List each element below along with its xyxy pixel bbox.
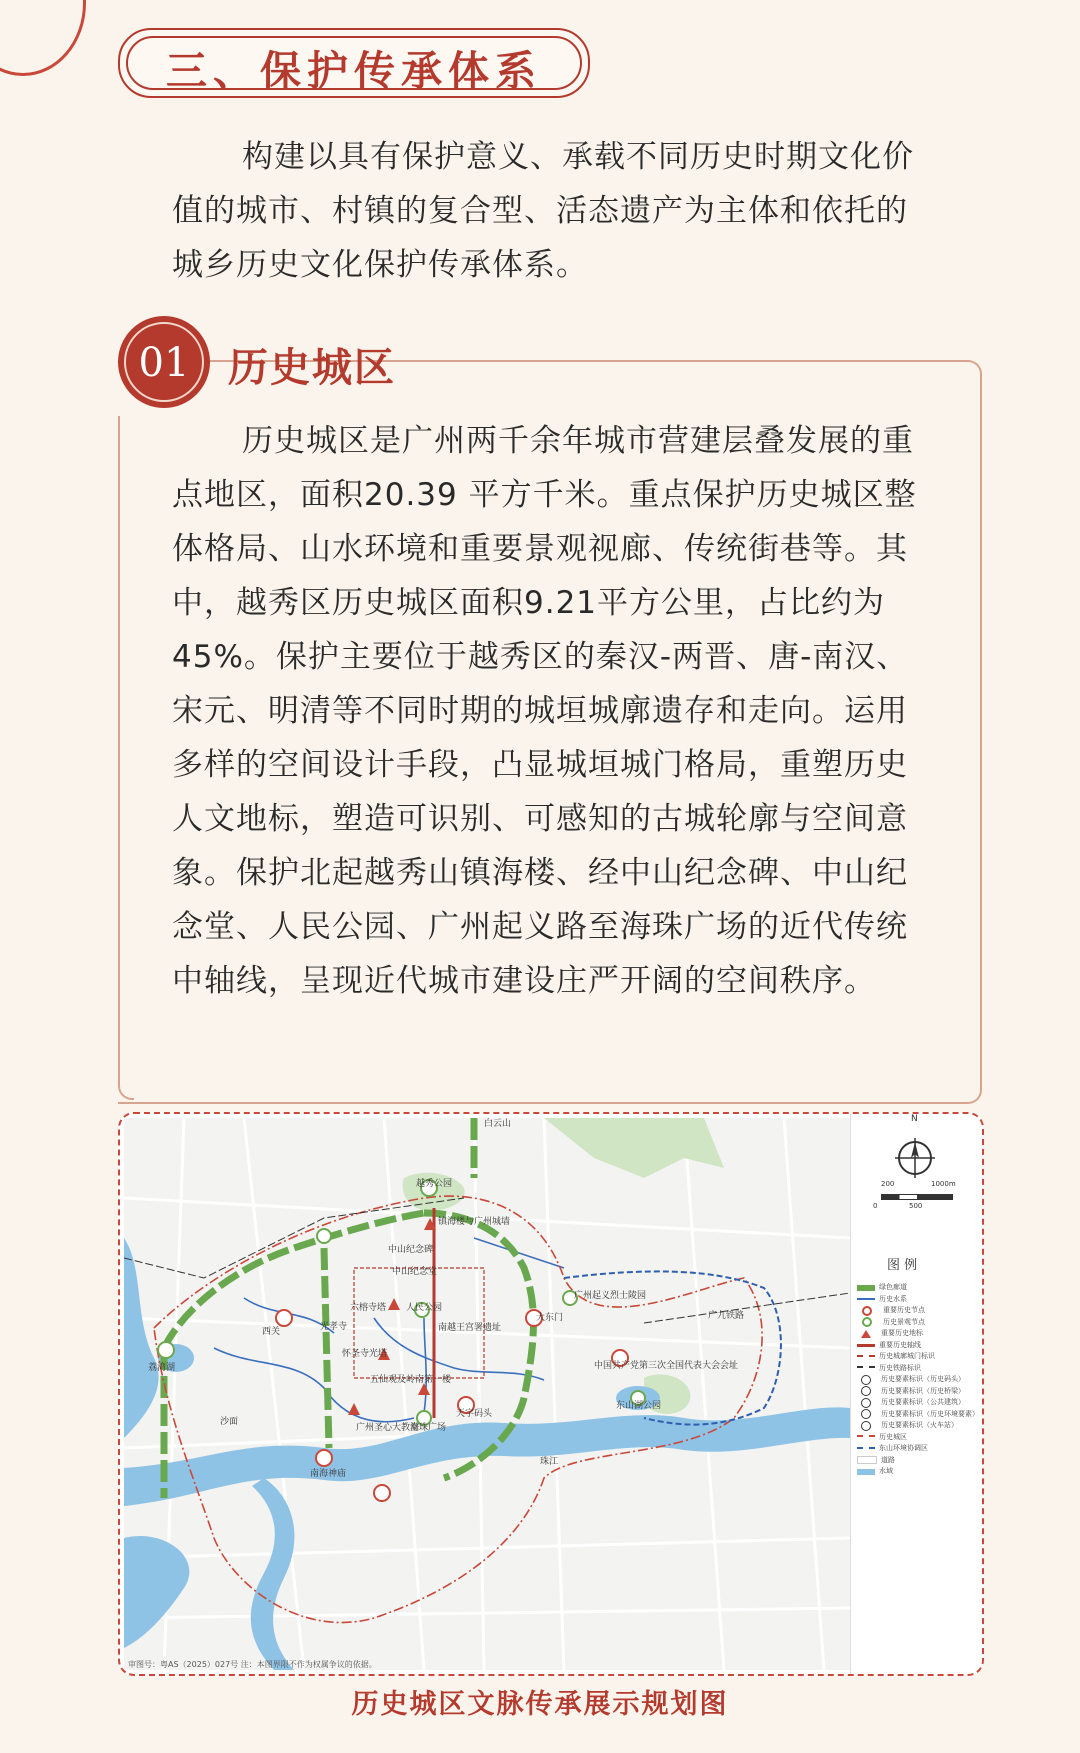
legend-item: 重要历史轴线 bbox=[857, 1340, 981, 1352]
legend-title: 图 例 bbox=[887, 1258, 918, 1273]
label-nanyue: 南越王宫署遗址 bbox=[438, 1323, 502, 1333]
label-lizhiwan: 荔湾湖 bbox=[148, 1363, 176, 1373]
north-label: N bbox=[911, 1114, 918, 1124]
label-liurong: 六榕寺塔 bbox=[350, 1303, 387, 1313]
scale-c: 0 bbox=[873, 1202, 878, 1210]
scale-a: 200 bbox=[881, 1180, 895, 1188]
label-qiyi: 广州起义烈士陵园 bbox=[574, 1291, 647, 1301]
section-banner bbox=[118, 28, 590, 98]
label-huaisheng: 怀圣寺光塔 bbox=[342, 1349, 388, 1359]
label-haizhu: 海珠广场 bbox=[410, 1423, 447, 1433]
legend-item: 历史要素标识（历史桥梁） bbox=[857, 1386, 981, 1398]
legend-item: 历史要素标识（火车站） bbox=[857, 1420, 981, 1432]
label-cpc3: 中国共产党第三次全国代表大会会址 bbox=[594, 1361, 739, 1371]
legend-item: 历史水系 bbox=[857, 1294, 981, 1306]
label-yuexiu-park: 越秀公园 bbox=[416, 1179, 453, 1189]
label-zhenhailou: 镇海楼与广州城墙 bbox=[438, 1217, 511, 1227]
north-arrow-icon bbox=[891, 1124, 939, 1184]
planning-map bbox=[118, 1112, 984, 1676]
node-nanhai bbox=[316, 1450, 332, 1466]
legend-item: 重要历史地标 bbox=[857, 1328, 981, 1340]
label-kowloon-rail: 广九铁路 bbox=[708, 1311, 745, 1321]
label-shamian: 沙面 bbox=[220, 1417, 239, 1427]
scale-b: 1000m bbox=[931, 1180, 956, 1188]
legend-item: 历史城区 bbox=[857, 1432, 981, 1444]
legend-item: 历史要素标识（公共建筑） bbox=[857, 1397, 981, 1409]
label-zhongshan-hall: 中山纪念堂 bbox=[392, 1267, 438, 1277]
label-shishi: 广州圣心大教堂 bbox=[356, 1423, 420, 1433]
label-zhujiang: 珠江 bbox=[540, 1457, 559, 1467]
map-canvas bbox=[124, 1118, 850, 1670]
label-baiyunshan: 白云山 bbox=[484, 1119, 512, 1129]
node-haizhu-south bbox=[374, 1485, 390, 1501]
intro-paragraph: 构建以具有保护意义、承载不同历史时期文化价值的城市、村镇的复合型、活态遗产为主体和依托的城乡历史文化保护传承体系。 bbox=[172, 139, 914, 283]
label-xiguan: 西关 bbox=[262, 1327, 281, 1337]
legend-item: 历史铁路标识 bbox=[857, 1363, 981, 1375]
map-legend bbox=[850, 1114, 983, 1674]
label-dongshan: 东山湖公园 bbox=[616, 1401, 662, 1411]
legend-item: 重要历史节点 bbox=[857, 1305, 981, 1317]
map-caption: 历史城区文脉传承展示规划图 bbox=[351, 1689, 729, 1720]
section-title: 三、保护传承体系 bbox=[166, 47, 542, 95]
legend-item: 历史城廓城门标识 bbox=[857, 1351, 981, 1363]
legend-item: 道路 bbox=[857, 1455, 981, 1467]
legend-item: 历史景观节点 bbox=[857, 1317, 981, 1329]
legend-list bbox=[857, 1282, 981, 1478]
label-nanhai: 南海神庙 bbox=[310, 1469, 347, 1479]
scale-bar bbox=[881, 1194, 953, 1200]
subsection-number-badge bbox=[118, 316, 210, 408]
subsection-body: 历史城区是广州两千余年城市营建层叠发展的重点地区，面积20.39 平方千米。重点保护历史城区整体格局、山水环境和重要景观视廊、传统街巷等。其中，越秀区历史城区面积9.21平方公里，占比约为45%。保护主要位于越秀区的秦汉-两晋、唐-南汉、宋元、明清等不同时期的城垣城廓遗存和走向。运用多样的空间设计手段，凸显城垣城门格局，重塑历史人文地标，塑造可识别、可感知的古城轮廓与空间意象。保护北起越秀山镇海楼、经中山纪念碑、中山纪念堂、人民公园、广州起义路至海珠广场的近代传统中轴线，呈现近代城市建设庄严开阔的空间秩序。 bbox=[172, 423, 917, 999]
decorative-arc bbox=[0, 0, 86, 76]
label-dadongmen: 大东门 bbox=[536, 1313, 564, 1323]
legend-item: 历史要素标识（历史环境要素） bbox=[857, 1409, 981, 1421]
legend-item: 水域 bbox=[857, 1466, 981, 1478]
legend-item: 历史要素标识（历史码头） bbox=[857, 1374, 981, 1386]
node-liuhua bbox=[317, 1229, 331, 1243]
map-note: 审图号：粤AS（2025）027号 注：本图界限不作为权属争议的依据。 bbox=[128, 1660, 377, 1669]
label-guangxiao: 光孝寺 bbox=[320, 1322, 348, 1332]
subsection-title: 历史城区 bbox=[228, 345, 396, 391]
label-zhongshan-monument: 中山纪念碑 bbox=[388, 1245, 434, 1255]
scale-d: 500 bbox=[909, 1202, 923, 1210]
legend-item: 绿色廊道 bbox=[857, 1282, 981, 1294]
label-tianzi: 天字码头 bbox=[456, 1409, 493, 1419]
node-liwan bbox=[158, 1342, 174, 1358]
label-renmin-park: 人民公园 bbox=[406, 1303, 443, 1313]
legend-item: 东山环境协调区 bbox=[857, 1443, 981, 1455]
subsection-number: 01 bbox=[138, 340, 190, 386]
label-wuxian: 五仙观及岭南第一楼 bbox=[370, 1375, 452, 1385]
content-box-left-border bbox=[118, 416, 134, 1100]
